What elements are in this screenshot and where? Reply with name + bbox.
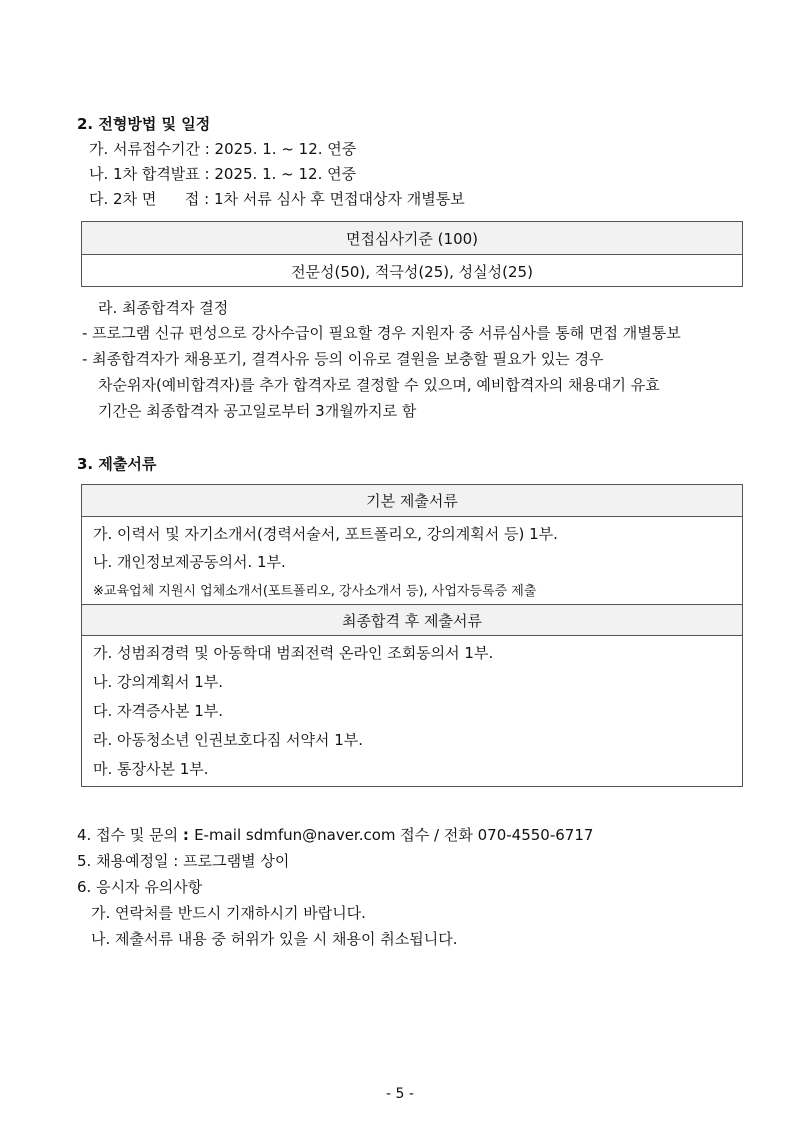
final-docs-header: 최종합격 후 제출서류	[342, 612, 482, 630]
final-decision-bullet-cont: 기간은 최종합격자 공고일로부터 3개월까지로 함	[98, 402, 417, 420]
final-docs-body	[82, 635, 742, 786]
schedule-line: 가. 서류접수기간 : 2025. 1. ~ 12. 연중	[89, 140, 357, 158]
contact-colon: :	[182, 826, 195, 844]
schedule-line: 다. 2차 면 접 : 1차 서류 심사 후 면접대상자 개별통보	[89, 190, 465, 208]
interview-criteria-table	[81, 221, 743, 287]
interview-criteria-value: 전문성(50), 적극성(25), 성실성(25)	[291, 263, 533, 281]
notice-item: 나. 제출서류 내용 중 허위가 있을 시 채용이 취소됩니다.	[91, 930, 458, 948]
section-2-heading: 2. 전형방법 및 일정	[77, 115, 211, 133]
start-date-line: 5. 채용예정일 : 프로그램별 상이	[77, 852, 290, 870]
contact-details: E-mail sdmfun@naver.com 접수 / 전화 070-4550-6717	[194, 826, 594, 844]
final-decision-bullet: - 최종합격자가 채용포기, 결격사유 등의 이유로 결원을 보충할 필요가 있는 경우	[82, 350, 604, 368]
basic-docs-note: ※교육업체 지원시 업체소개서(포트폴리오, 강사소개서 등), 사업자등록증 제출	[93, 584, 537, 599]
page-number: - 5 -	[386, 1086, 414, 1102]
final-decision-bullet-cont: 차순위자(예비합격자)를 추가 합격자로 결정할 수 있으며, 예비합격자의 채용대기 유효	[98, 376, 660, 394]
list-item: 마. 통장사본 1부.	[93, 760, 209, 778]
documents-table	[81, 484, 743, 787]
list-item: 나. 강의계획서 1부.	[93, 673, 224, 691]
basic-docs-header: 기본 제출서류	[366, 492, 458, 510]
table-header-row	[82, 604, 742, 635]
basic-docs-body	[82, 516, 742, 604]
contact-line	[77, 824, 593, 845]
notice-item: 가. 연락처를 반드시 기재하시기 바랍니다.	[91, 904, 366, 922]
interview-criteria-header: 면접심사기준 (100)	[345, 230, 479, 248]
table-header-row	[82, 222, 742, 254]
contact-label: 4. 접수 및 문의	[77, 826, 183, 844]
list-item: 나. 개인정보제공동의서. 1부.	[93, 553, 286, 571]
list-item: 가. 성범죄경력 및 아동학대 범죄전력 온라인 조회동의서 1부.	[93, 644, 494, 662]
final-decision-title: 라. 최종합격자 결정	[98, 299, 229, 317]
section-6-heading: 6. 응시자 유의사항	[77, 878, 203, 896]
section-3-heading: 3. 제출서류	[77, 455, 157, 473]
list-item: 다. 자격증사본 1부.	[93, 702, 224, 720]
table-header-row	[82, 485, 742, 516]
final-decision-bullet: - 프로그램 신규 편성으로 강사수급이 필요할 경우 지원자 중 서류심사를 통해 면접 개별통보	[82, 324, 681, 342]
table-row	[82, 254, 742, 286]
schedule-line: 나. 1차 합격발표 : 2025. 1. ~ 12. 연중	[89, 165, 357, 183]
list-item: 가. 이력서 및 자기소개서(경력서술서, 포트폴리오, 강의계획서 등) 1부.	[93, 525, 558, 543]
list-item: 라. 아동청소년 인권보호다짐 서약서 1부.	[93, 731, 363, 749]
